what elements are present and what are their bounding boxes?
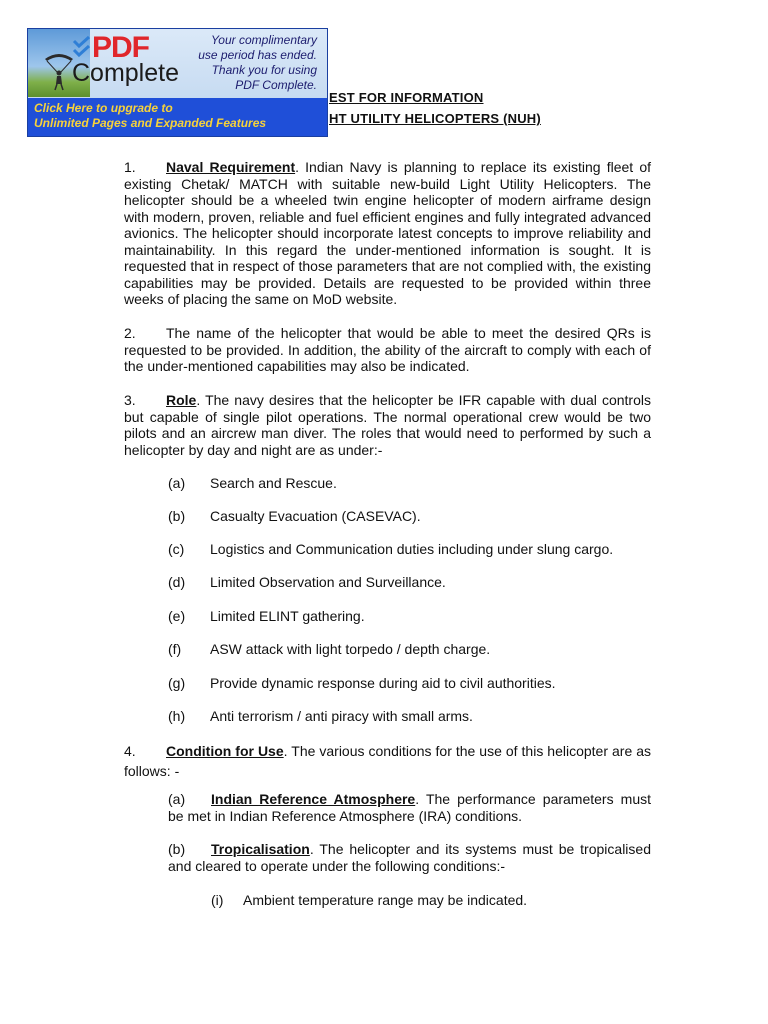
paragraph-1 — [124, 159, 651, 308]
upgrade-link[interactable]: Click Here to upgrade to Unlimited Pages and Expanded Features — [28, 98, 327, 136]
logo-pdf: PDF — [92, 31, 149, 64]
subparagraph-letter: (a) — [168, 791, 186, 807]
subparagraph-heading: Tropicalisation — [211, 841, 310, 857]
paragraph-text: . The various conditions for the use of this helicopter are as follows: - — [124, 743, 652, 779]
list-item: (h) Anti terrorism / anti piracy with small arms. — [168, 708, 473, 724]
doc-title-line2: HT UTILITY HELICOPTERS (NUH) — [329, 111, 541, 126]
paragraph-heading: Naval Requirement — [166, 159, 296, 175]
subparagraph-text: . The performance parameters must be met in Indian Reference Atmosphere (IRA) conditions. — [168, 791, 651, 824]
list-item: (f) ASW attack with light torpedo / depth charge. — [168, 641, 491, 657]
paragraph-2 — [124, 325, 651, 375]
paragraph-number: 2. — [124, 325, 136, 341]
list-item: (e) Limited ELINT gathering. — [168, 608, 365, 624]
paragraph-number: 1. — [124, 159, 136, 175]
list-item: (d) Limited Observation and Surveillance. — [168, 574, 446, 590]
logo-complete: Complete — [72, 59, 179, 87]
paragraph-text: The name of the helicopter that would be able to meet the desired QRs is requested to be provided. In addition, the ability of the aircraft to comply with each of the under-mentioned capabilities may also be indicated. — [124, 325, 651, 374]
subparagraph-letter: (b) — [168, 841, 186, 857]
parachute-figure-icon — [42, 51, 76, 91]
list-item: (b) Casualty Evacuation (CASEVAC). — [168, 508, 421, 524]
paragraph-text: . The navy desires that the helicopter be IFR capable with dual controls but capable of single pilot operations. The normal operational crew would be two pilots and an aircrew man diver. The roles that would need to performed by such a helicopter by day and night are as under:- — [124, 392, 651, 458]
list-item: (i) Ambient temperature range may be indicated. — [211, 892, 528, 908]
list-item: (g) Provide dynamic response during aid to civil authorities. — [168, 675, 556, 691]
trial-notice: Your complimentary use period has ended. Thank you for using PDF Complete. — [198, 33, 317, 92]
list-item: (c) Logistics and Communication duties including under slung cargo. — [168, 541, 614, 557]
paragraph-number: 3. — [124, 392, 136, 408]
logo-checkmarks-icon — [72, 35, 92, 61]
paragraph-number: 4. — [124, 743, 136, 759]
subparagraph-text: . The helicopter and its systems must be tropicalised and cleared to operate under the following conditions:- — [168, 841, 651, 874]
paragraph-heading: Role — [166, 392, 197, 408]
paragraph-text: . Indian Navy is planning to replace its existing fleet of existing Chetak/ MATCH with suitable new-build Light Utility Helicopters. The helicopter should be a wheeled twin engine helicopter of modern airframe design with modern, proven, reliable and fuel efficient engines and fully integrated advanced avionics. The helicopter should incorporate latest concepts to improve reliability and maintainability. In this regard the under-mentioned information is sought. It is requested that in respect of those parameters that are not complied with, the existing capabilities may be provided. Details are requested to be provided within three weeks of placing the same on MoD website. — [124, 159, 651, 307]
doc-title-line1: EST FOR INFORMATION — [329, 90, 484, 105]
list-item: (a) Search and Rescue. — [168, 475, 337, 491]
paragraph-4 — [124, 741, 651, 781]
subparagraph-4b — [168, 841, 651, 874]
upgrade-banner[interactable] — [27, 28, 328, 137]
paragraph-heading: Condition for Use — [166, 743, 284, 759]
subparagraph-heading: Indian Reference Atmosphere — [211, 791, 416, 807]
paragraph-3 — [124, 392, 651, 458]
subparagraph-4a — [168, 791, 651, 824]
